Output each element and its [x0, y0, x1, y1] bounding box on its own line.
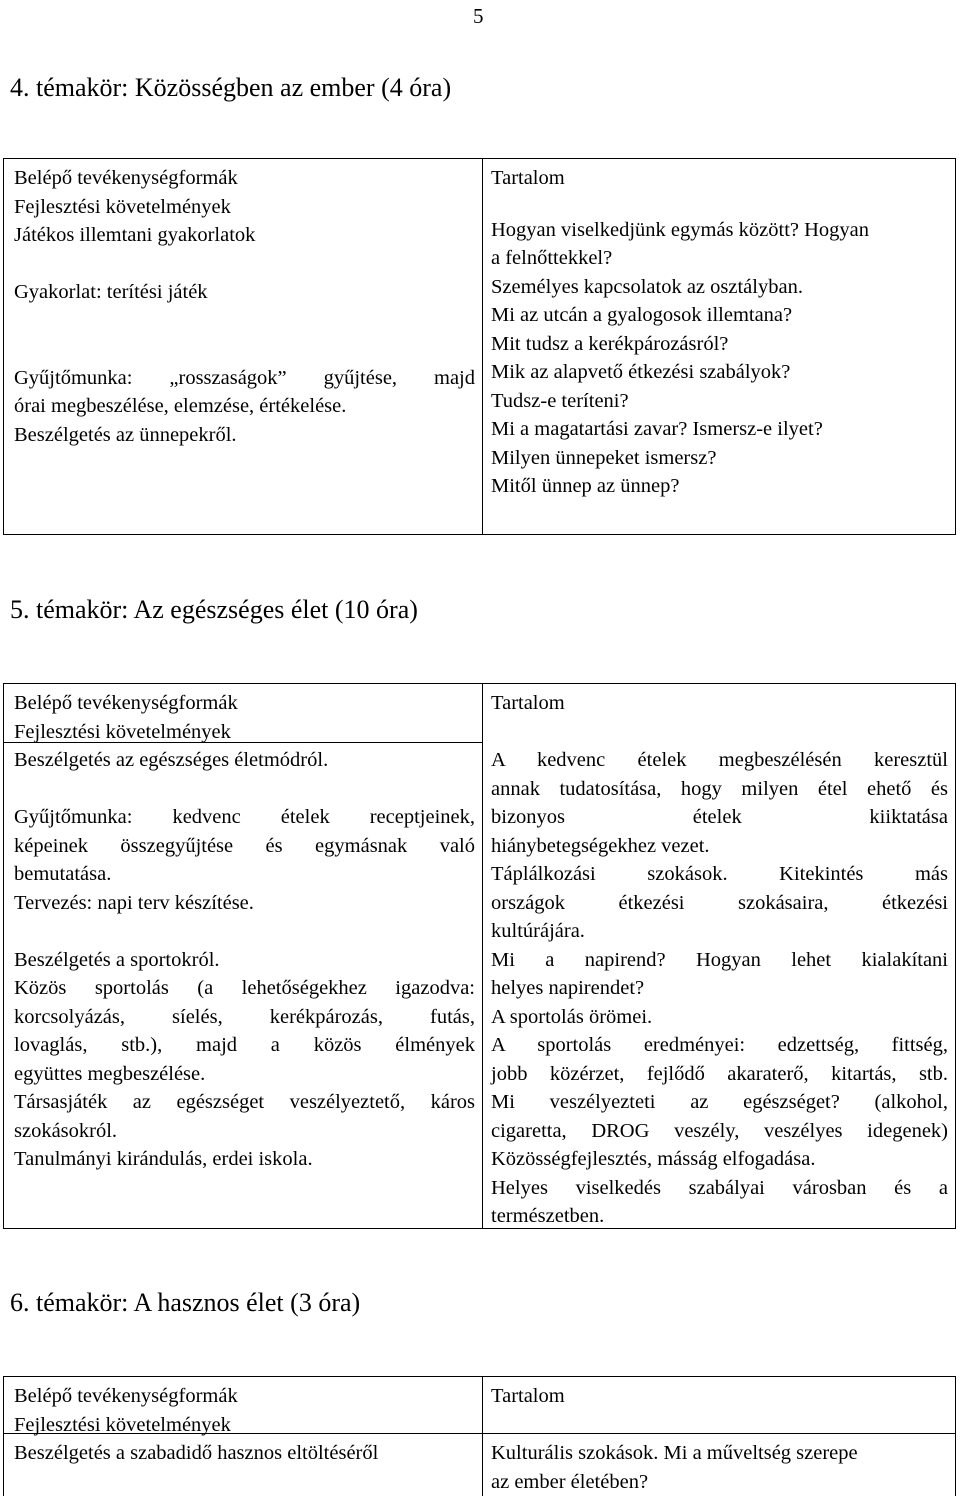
- left-line: együttes megbeszélése.: [14, 1062, 206, 1085]
- right-line: helyes napirendet?: [491, 977, 645, 999]
- right-line: Mi az utcán a gyalogosok illemtana?: [491, 304, 793, 326]
- right-line: annak tudatosítása, hogy milyen étel ehető és: [491, 777, 948, 800]
- right-line: bizonyos ételek kiiktatása: [491, 806, 948, 828]
- right-column: [482, 684, 955, 1228]
- header-left-1: Belépő tevékenységformák: [14, 692, 238, 714]
- section-title-5: 5. témakör: Az egészséges élet (10 óra): [10, 595, 418, 624]
- section-title-6: 6. témakör: A hasznos élet (3 óra): [10, 1288, 361, 1317]
- right-line: Mik az alapvető étkezési szabályok?: [491, 361, 791, 383]
- header-left-1: Belépő tevékenységformák: [14, 167, 238, 189]
- left-line: Gyakorlat: terítési játék: [14, 281, 208, 303]
- left-line: szokásokról.: [14, 1119, 118, 1142]
- right-line: A sportolás eredményei: edzettség, fittség,: [491, 1034, 948, 1056]
- left-column: [4, 684, 482, 1228]
- left-line: Tervezés: napi terv készítése.: [14, 891, 254, 914]
- right-line: A kedvenc ételek megbeszélésén keresztül: [491, 749, 948, 771]
- left-line: Társasjáték az egészséget veszélyeztető, káros: [14, 1091, 475, 1113]
- right-line: A sportolás örömei.: [491, 1005, 653, 1028]
- section-table-4: [3, 158, 956, 535]
- right-line: Közösségfejlesztés, másság elfogadása.: [491, 1148, 816, 1170]
- left-line: Közös sportolás (a lehetőségekhez igazodva:: [14, 977, 475, 999]
- header-right: Tartalom: [491, 1385, 565, 1407]
- section-table-5: [3, 683, 956, 1229]
- right-line: Mit tudsz a kerékpározásról?: [491, 332, 729, 355]
- right-line: kultúrájára.: [491, 920, 585, 942]
- left-line: Beszélgetés a sportokról.: [14, 948, 220, 971]
- header-left-2: Fejlesztési követelmények: [14, 195, 231, 218]
- header-right: Tartalom: [491, 167, 565, 189]
- section-table-6: [3, 1376, 956, 1496]
- header-left-2: Fejlesztési követelmények: [14, 1413, 231, 1436]
- right-line: cigaretta, DROG veszély, veszélyes idegenek): [491, 1119, 948, 1142]
- left-line: Beszélgetés az egészséges életmódról.: [14, 749, 329, 771]
- left-column: [4, 159, 482, 534]
- section-title-4: 4. témakör: Közösségben az ember (4 óra): [10, 73, 452, 102]
- right-line: Mitől ünnep az ünnep?: [491, 475, 680, 497]
- right-line: természetben.: [491, 1205, 605, 1227]
- page-number: 5: [473, 4, 484, 28]
- left-line: Beszélgetés a szabadidő hasznos eltöltéséről: [14, 1442, 379, 1464]
- right-line: Helyes viselkedés szabályai városban és a: [491, 1176, 948, 1199]
- right-line: az ember életében?: [491, 1470, 649, 1493]
- right-line: Kulturális szokások. Mi a műveltség szerepe: [491, 1442, 858, 1464]
- right-line: hiánybetegségekhez vezet.: [491, 834, 710, 857]
- right-line: Mi veszélyezteti az egészséget? (alkohol,: [491, 1091, 948, 1113]
- left-line: korcsolyázás, síelés, kerékpározás, futás,: [14, 1005, 475, 1028]
- header-left-2: Fejlesztési követelmények: [14, 720, 231, 743]
- left-line: lovaglás, stb.), majd a közös élmények: [14, 1034, 475, 1056]
- right-line: országok étkezési szokásaira, étkezési: [491, 891, 948, 914]
- left-line: Beszélgetés az ünnepekről.: [14, 423, 237, 446]
- left-column: [4, 1377, 482, 1496]
- left-line: bemutatása.: [14, 863, 112, 885]
- right-line: Mi a napirend? Hogyan lehet kialakítani: [491, 948, 948, 971]
- right-line: Milyen ünnepeket ismersz?: [491, 446, 717, 469]
- right-column: [482, 1377, 955, 1496]
- right-line: Hogyan viselkedjünk egymás között? Hogyan: [491, 218, 870, 241]
- right-line: Személyes kapcsolatok az osztályban.: [491, 275, 803, 298]
- right-line: jobb közérzet, fejlődő akaraterő, kitartás, stb.: [491, 1062, 948, 1085]
- right-line: Tudsz-e teríteni?: [491, 389, 629, 412]
- right-line: Táplálkozási szokások. Kitekintés más: [491, 863, 948, 885]
- left-line: képeinek összegyűjtése és egymásnak való: [14, 834, 475, 857]
- right-line: a felnőttekkel?: [491, 247, 613, 269]
- right-column: [482, 159, 955, 534]
- header-right: Tartalom: [491, 692, 565, 714]
- right-line: Mi a magatartási zavar? Ismersz-e ilyet?: [491, 418, 823, 440]
- left-line: Gyűjtőmunka: „rosszaságok” gyűjtése, majd: [14, 366, 475, 389]
- left-line: órai megbeszélése, elemzése, értékelése.: [14, 395, 347, 417]
- left-line: Tanulmányi kirándulás, erdei iskola.: [14, 1148, 313, 1170]
- header-left-1: Belépő tevékenységformák: [14, 1385, 238, 1407]
- left-line: Gyűjtőmunka: kedvenc ételek receptjeinek,: [14, 806, 475, 828]
- left-line: Játékos illemtani gyakorlatok: [14, 224, 256, 246]
